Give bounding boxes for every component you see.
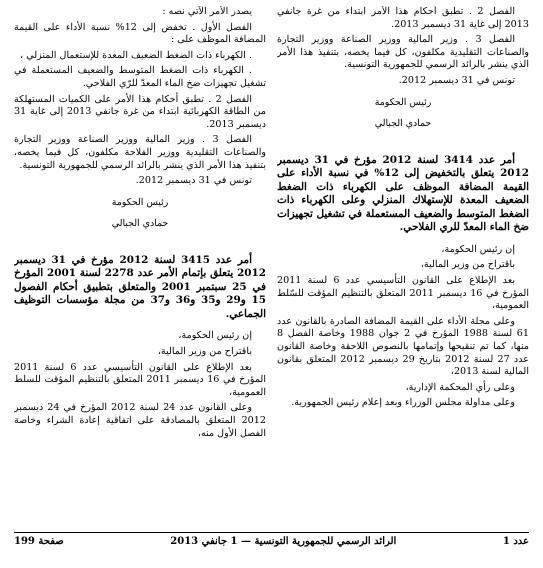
article-3: الفصل 3 . وزير المالية ووزير الصناعة ووزير التجارة والصناعات التقليدية ووزير الفلاحة مكلفون، كل فيما يخصه، بتنفيذ هذا الأمر الذي ينشر بالرائد الرسمي للجمهورية التونسية.: [14, 134, 266, 171]
issue-number: عدد 1: [502, 536, 529, 547]
footer-divider: [14, 532, 529, 533]
gazette-title: الرائد الرسمي للجمهورية التونسية — 1 جانفي 2013: [170, 536, 397, 547]
left-column: [14, 6, 266, 526]
signature-name: حمادي الجبالي: [374, 118, 432, 130]
preamble-constitutional-law: بعد الإطلاع على القانون التأسيسي عدد 6 لسنة 2011 المؤرخ في 16 ديسمبر 2011 المتعلق بالتنظيم المؤقت للسّلط العمومية،: [277, 274, 529, 312]
signature-title: رئيس الحكومة: [111, 196, 169, 208]
page-number: صفحة 199: [14, 536, 64, 547]
preamble-council-deliberation: وعلى مداولة مجلس الوزراء وبعد إعلام رئيس الجمهورية.: [291, 397, 515, 409]
signature-title: رئيس الحكومة: [374, 96, 432, 108]
preamble-law-24: وعلى القانون عدد 24 لسنة 2012 المؤرخ في 24 ديسمبر 2012 المتعلق بالمصادقة على اتفاقية إعادة الشراء وخاصة الفصل الأول منه،: [14, 402, 266, 439]
article-1: الفصل الأول . تخفض إلى 12% نسبة الأداء على القيمة المضافة الموظف على :: [14, 21, 266, 46]
preamble-proposal: باقتراح من وزير المالية،: [157, 346, 252, 357]
page-footer: [14, 536, 529, 547]
preamble-constitutional-law: بعد الإطلاع على القانون التأسيسي عدد 6 لسنة 2011 المؤرخ في 16 ديسمبر 2011 المتعلق بالتنظيم المؤقت للسلط العمومية،: [14, 361, 266, 398]
date-line: تونس في 31 ديسمبر 2012.: [398, 74, 515, 86]
article-1-item-2: . الكهرباء ذات الضغط المتوسط والضعيف المستعملة في تشغيل تجهيزات ضخ الماء المعدّ للرّي الفلاحي.: [14, 65, 266, 89]
signature-name: حمادي الجبالي: [111, 218, 169, 230]
article-3: الفصل 3 . وزير المالية ووزير الصناعة ووزير التجارة والصناعات التقليدية مكلفون، كل فيما يخصه، بتنفيذ هذا الأمر الذي ينشر بالرائد الرسمي للجمهورية التونسية.: [277, 34, 529, 71]
decree-3415-title: أمر عدد 3415 لسنة 2012 مؤرخ في 31 ديسمبر 2012 يتعلق بإتمام الأمر عدد 2278 لسنة 2001 المؤرخ في 25 سبتمبر 2001 والمتعلق بتطبيق أحكام الفصول 15 و29 و35 و36 و37 من مجلة مؤسسات التوظيف الجماعي.: [14, 253, 266, 320]
preamble-head-of-government: إن رئيس الحكومة،: [441, 243, 515, 255]
date-line: تونس في 31 ديسمبر 2012.: [135, 175, 252, 187]
article-2: الفصل 2 . تطبق أحكام هذا الأمر على الكميات المستهلكة من الطاقة الكهربائية ابتداء من غرة جانفي 2013 إلى غاية 31 ديسمبر 2013.: [14, 93, 266, 130]
preamble-proposal: باقتراح من وزير المالية،: [420, 259, 515, 271]
preamble-admin-court: وعلى رأي المحكمة الإدارية،: [405, 381, 515, 393]
preamble-vat-code: وعلى مجلة الأداء على القيمة المضافة الصادرة بالقانون عدد 61 لسنة 1988 المؤرخ في 2 جوان 1988 وخاصة الفصل 8 منها، كما تم تنقيحها وإتمامها بالنصوص اللاحقة وخاصة القانون عدد 27 لسنة 2012 بتاريخ 29 ديسمبر 2012 المتعلق بقانون المالية لسنة 2013،: [277, 315, 529, 378]
article-2: الفصل 2 . تطبق أحكام هذا الأمر ابتداء من غرة جانفي 2013 إلى غاية 31 ديسمبر 2013.: [277, 6, 529, 30]
preamble-head-of-government: إن رئيس الحكومة،: [178, 330, 252, 342]
decree-3414-title: أمر عدد 3414 لسنة 2012 مؤرخ في 31 ديسمبر 2012 يتعلق بالتخفيض إلى 12% في نسبة الأداء على القيمة المضافة الموظف على الكهرباء ذات الضغط الضعيف المعدة للإستهلاك المنزلي وعلى الكهرباء ذات الضغط المتوسط والضعيف المستعملة في تشغيل تجهيزات ضخ الماء المعدّ للري الفلاحي.: [277, 153, 529, 234]
right-column: [277, 6, 529, 526]
issuance-line: يصدر الأمر الآتي نصه :: [162, 6, 252, 17]
text-columns: [14, 6, 529, 526]
article-1-item-1: . الكهرباء ذات الضغط الضعيف المعدة للإستعمال المنزلي ،: [20, 49, 252, 61]
